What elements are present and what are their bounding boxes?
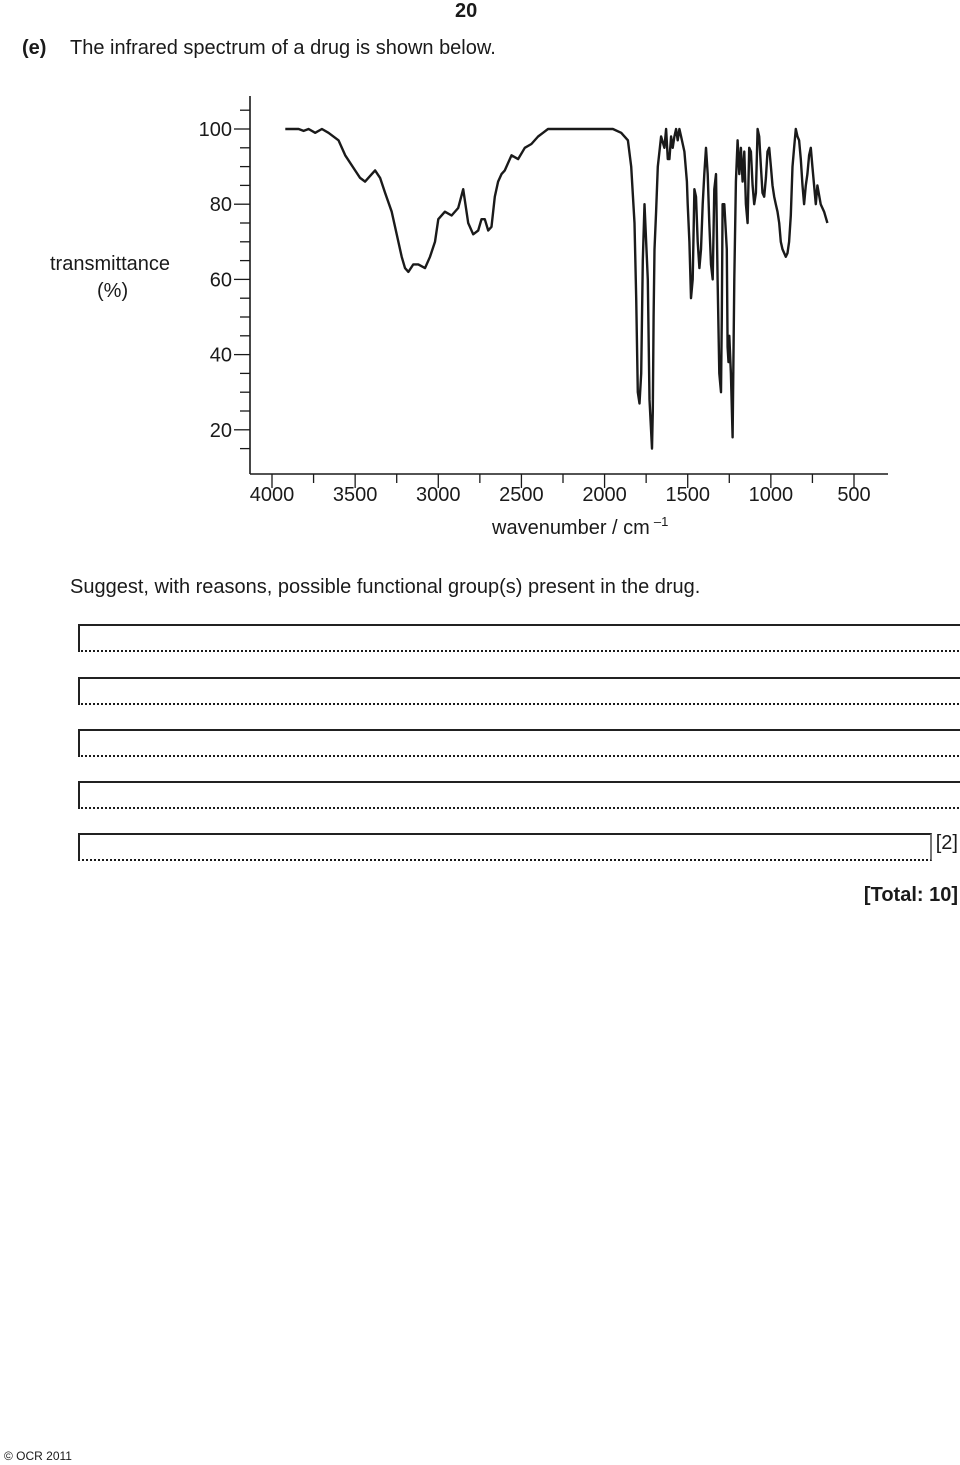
y-tick-label: 20	[209, 419, 232, 442]
y-axis-title-line2: (%)	[97, 280, 129, 302]
y-tick-label: 80	[209, 194, 232, 217]
spectrum-line	[285, 129, 827, 449]
x-tick-label: 3500	[332, 484, 378, 506]
x-axis-title	[492, 514, 668, 540]
x-tick-label: 1500	[665, 484, 710, 506]
answer-line-3[interactable]	[78, 729, 960, 757]
y-axis-ticks	[199, 110, 250, 448]
question-intro: The infrared spectrum of a drug is shown below.	[70, 37, 496, 59]
x-tick-label: 4000	[249, 484, 295, 506]
copyright-footer: © OCR 2011	[4, 1449, 72, 1463]
y-tick-label: 40	[209, 344, 232, 367]
x-tick-label: 1000	[748, 484, 794, 506]
answer-line-1[interactable]	[78, 624, 960, 652]
answer-line-5[interactable]	[78, 833, 932, 861]
y-axis-title-line1: transmittance	[50, 253, 171, 275]
question-label: (e)	[22, 37, 47, 59]
page-number: 20	[455, 0, 478, 22]
x-axis-ticks	[250, 474, 871, 506]
x-axis-title-exponent: –1	[653, 514, 669, 529]
chart-axes	[250, 96, 888, 474]
x-tick-label: 3000	[416, 484, 461, 506]
x-tick-label: 2500	[499, 484, 544, 506]
answer-line-4[interactable]	[78, 781, 960, 809]
ir-spectrum-chart	[0, 90, 960, 510]
x-tick-label: 2000	[582, 484, 627, 506]
x-tick-label: 500	[837, 484, 871, 506]
y-tick-label: 60	[209, 269, 232, 292]
answer-line-2[interactable]	[78, 677, 960, 705]
question-prompt: Suggest, with reasons, possible functional group(s) present in the drug.	[70, 576, 701, 598]
y-tick-label: 100	[198, 119, 232, 141]
marks-label: [2]	[935, 832, 958, 854]
total-marks: [Total: 10]	[863, 884, 958, 906]
x-axis-title-text: wavenumber / cm	[492, 517, 650, 539]
